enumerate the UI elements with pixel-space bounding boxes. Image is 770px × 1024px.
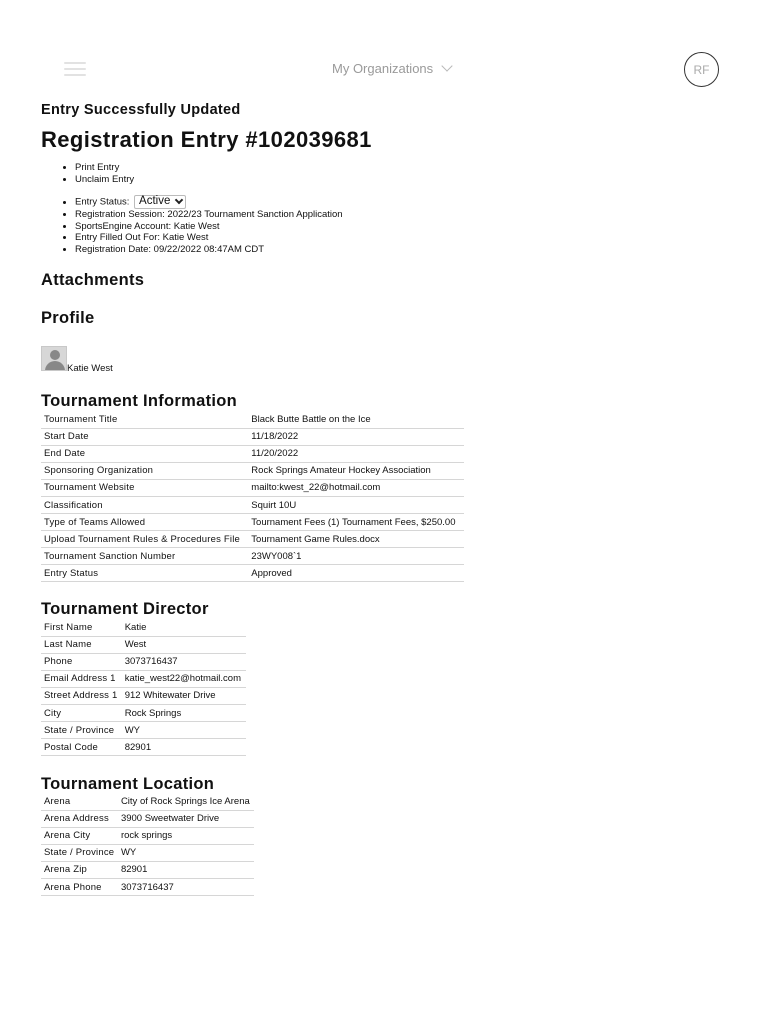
attachments-heading: Attachments: [41, 271, 145, 289]
table-row: [41, 670, 246, 687]
row-label: Street Address 1: [41, 687, 122, 704]
organization-selector-label: My Organizations: [332, 61, 434, 76]
table-row: [41, 496, 464, 513]
table-row: [41, 793, 254, 810]
success-notice: Entry Successfully Updated: [41, 102, 241, 118]
table-row: [41, 722, 246, 739]
hamburger-menu-icon[interactable]: [64, 62, 86, 76]
unclaim-entry-link[interactable]: • Unclaim Entry: [75, 174, 134, 186]
table-row: [41, 810, 254, 827]
table-row: [41, 844, 254, 861]
table-row: [41, 861, 254, 878]
row-value: Black Butte Battle on the Ice: [248, 411, 464, 428]
tournament-director-heading: Tournament Director: [41, 600, 209, 618]
row-label: State / Province: [41, 844, 118, 861]
table-row: [41, 428, 464, 445]
row-label: Postal Code: [41, 739, 122, 756]
profile-heading: Profile: [41, 309, 95, 327]
row-label: Upload Tournament Rules & Procedures File: [41, 531, 248, 548]
row-label: Arena: [41, 793, 118, 810]
row-label: Phone: [41, 653, 122, 670]
table-row: [41, 514, 464, 531]
row-value: Katie: [122, 619, 246, 636]
row-label: Tournament Title: [41, 411, 248, 428]
registration-date-item: • Registration Date: 09/22/2022 08:47AM CDT: [75, 244, 343, 256]
table-row: [41, 411, 464, 428]
entry-filled-for-item: • Entry Filled Out For: Katie West: [75, 232, 343, 244]
row-label: Arena Phone: [41, 878, 118, 895]
table-row: [41, 445, 464, 462]
table-row: [41, 565, 464, 582]
row-label: Tournament Sanction Number: [41, 548, 248, 565]
chevron-down-icon: [175, 196, 183, 204]
table-row: [41, 548, 464, 565]
table-row: [41, 687, 246, 704]
tournament-director-table: [41, 619, 246, 756]
row-value: rock springs: [118, 827, 254, 844]
row-value: 3073716437: [118, 878, 254, 895]
table-row: [41, 704, 246, 721]
row-value: WY: [122, 722, 246, 739]
row-label: Entry Status: [41, 565, 248, 582]
organization-selector[interactable]: [332, 61, 451, 76]
row-label: Sponsoring Organization: [41, 462, 248, 479]
row-value: 82901: [118, 861, 254, 878]
entry-status-value: Active: [139, 195, 171, 208]
entry-info-list: [75, 195, 343, 255]
entry-status-label: Entry Status:: [75, 196, 130, 208]
table-row: [41, 636, 246, 653]
row-value: 3900 Sweetwater Drive: [118, 810, 254, 827]
row-value: 912 Whitewater Drive: [122, 687, 246, 704]
row-value: West: [122, 636, 246, 653]
row-label: Last Name: [41, 636, 122, 653]
row-value: City of Rock Springs Ice Arena: [118, 793, 254, 810]
row-label: City: [41, 704, 122, 721]
row-value: Tournament Game Rules.docx: [248, 531, 464, 548]
row-value: Squirt 10U: [248, 496, 464, 513]
row-label: Arena Zip: [41, 861, 118, 878]
row-label: Type of Teams Allowed: [41, 514, 248, 531]
row-label: Arena Address: [41, 810, 118, 827]
entry-status-select[interactable]: [134, 195, 186, 209]
row-value: mailto:kwest_22@hotmail.com: [248, 479, 464, 496]
row-label: Start Date: [41, 428, 248, 445]
row-label: Tournament Website: [41, 479, 248, 496]
profile-avatar-icon: [41, 346, 67, 371]
user-avatar[interactable]: RF: [684, 52, 719, 87]
tournament-location-heading: Tournament Location: [41, 775, 215, 793]
row-value: 11/18/2022: [248, 428, 464, 445]
page-title: Registration Entry #102039681: [41, 127, 372, 152]
table-row: [41, 739, 246, 756]
top-bar: [0, 0, 770, 100]
sportsengine-account-item: • SportsEngine Account: Katie West: [75, 221, 343, 233]
row-value: 82901: [122, 739, 246, 756]
row-value: katie_west22@hotmail.com: [122, 670, 246, 687]
table-row: [41, 479, 464, 496]
row-value: 11/20/2022: [248, 445, 464, 462]
row-value: WY: [118, 844, 254, 861]
profile-name: Katie West: [67, 363, 113, 374]
table-row: [41, 619, 246, 636]
tournament-location-table: [41, 793, 254, 896]
row-value: Rock Springs: [122, 704, 246, 721]
row-label: Classification: [41, 496, 248, 513]
row-label: End Date: [41, 445, 248, 462]
entry-status-item: [75, 195, 343, 209]
print-entry-link[interactable]: • Print Entry: [75, 162, 134, 174]
table-row: [41, 878, 254, 895]
row-value: 3073716437: [122, 653, 246, 670]
tournament-information-table: [41, 411, 464, 582]
registration-session-item: • Registration Session: 2022/23 Tournament Sanction Application: [75, 209, 343, 221]
tournament-information-heading: Tournament Information: [41, 392, 238, 410]
row-value: Approved: [248, 565, 464, 582]
row-value: 23WY008`1: [248, 548, 464, 565]
table-row: [41, 827, 254, 844]
row-value: Rock Springs Amateur Hockey Association: [248, 462, 464, 479]
table-row: [41, 462, 464, 479]
table-row: [41, 653, 246, 670]
entry-actions: [75, 162, 134, 185]
row-label: Arena City: [41, 827, 118, 844]
row-label: Email Address 1: [41, 670, 122, 687]
row-label: First Name: [41, 619, 122, 636]
table-row: [41, 531, 464, 548]
row-label: State / Province: [41, 722, 122, 739]
chevron-down-icon: [441, 60, 452, 71]
row-value: Tournament Fees (1) Tournament Fees, $250.00: [248, 514, 464, 531]
